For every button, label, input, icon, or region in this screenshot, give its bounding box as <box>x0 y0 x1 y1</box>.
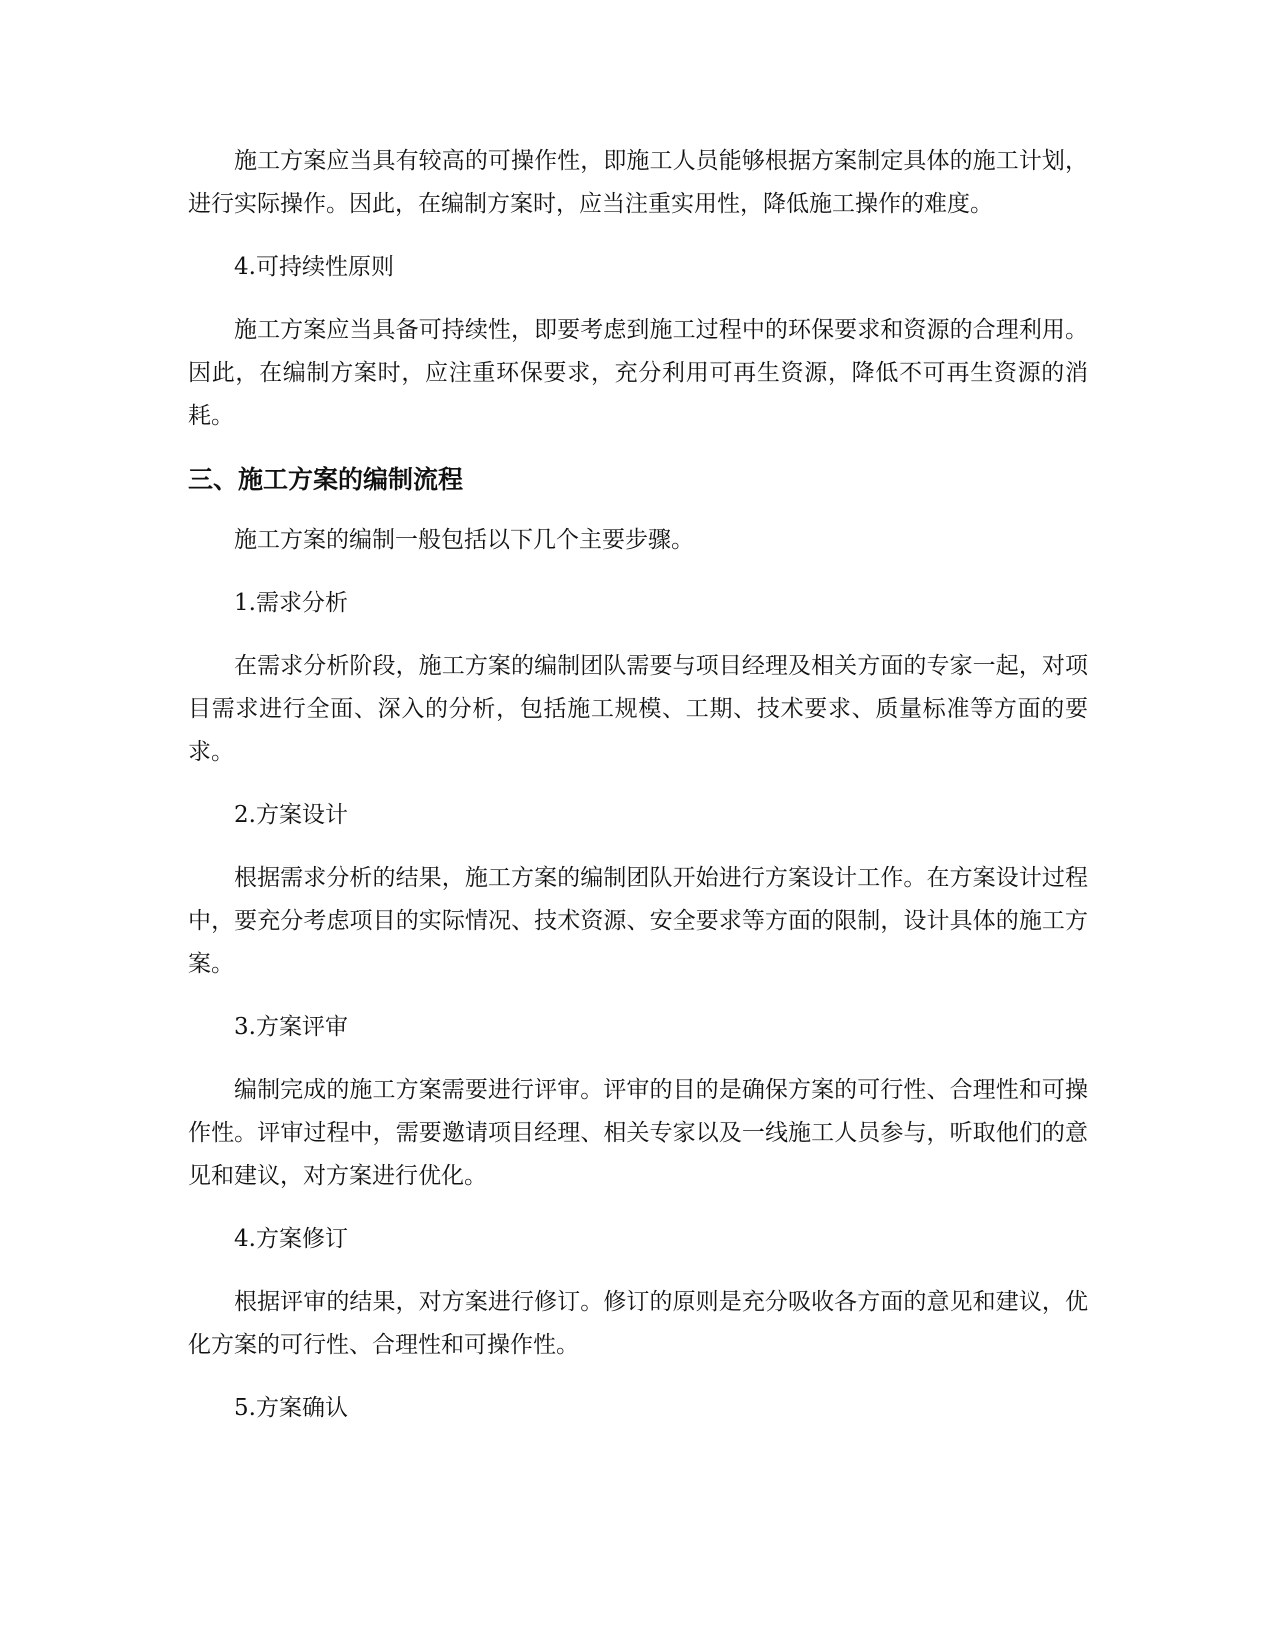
step-text-review: 编制完成的施工方案需要进行评审。评审的目的是确保方案的可行性、合理性和可操作性。评审过程中，需要邀请项目经理、相关专家以及一线施工人员参与，听取他们的意见和建议，对方案进行优化。 <box>188 1077 1088 1189</box>
section-heading-process: 三、施工方案的编制流程 <box>188 465 464 494</box>
paragraph-steps-intro: 施工方案的编制一般包括以下几个主要步骤。 <box>234 527 694 553</box>
item-sustainability-principle: 4.可持续性原则 <box>234 254 394 280</box>
document-page <box>188 140 1088 1450</box>
step-text-design: 根据需求分析的结果，施工方案的编制团队开始进行方案设计工作。在方案设计过程中，要充分考虑项目的实际情况、技术资源、安全要求等方面的限制，设计具体的施工方案。 <box>188 865 1088 977</box>
step-title-requirements: 1.需求分析 <box>234 590 348 616</box>
step-title-review: 3.方案评审 <box>234 1014 348 1040</box>
step-title-confirmation: 5.方案确认 <box>234 1395 348 1421</box>
step-text-requirements: 在需求分析阶段，施工方案的编制团队需要与项目经理及相关方面的专家一起，对项目需求进行全面、深入的分析，包括施工规模、工期、技术要求、质量标准等方面的要求。 <box>188 653 1088 765</box>
step-text-revision: 根据评审的结果，对方案进行修订。修订的原则是充分吸收各方面的意见和建议，优化方案的可行性、合理性和可操作性。 <box>188 1289 1088 1358</box>
paragraph-sustainability: 施工方案应当具备可持续性，即要考虑到施工过程中的环保要求和资源的合理利用。因此，在编制方案时，应注重环保要求，充分利用可再生资源，降低不可再生资源的消耗。 <box>188 317 1088 429</box>
paragraph-operability: 施工方案应当具有较高的可操作性，即施工人员能够根据方案制定具体的施工计划，进行实际操作。因此，在编制方案时，应当注重实用性，降低施工操作的难度。 <box>188 148 1088 217</box>
step-title-revision: 4.方案修订 <box>234 1226 348 1252</box>
step-title-design: 2.方案设计 <box>234 802 348 828</box>
